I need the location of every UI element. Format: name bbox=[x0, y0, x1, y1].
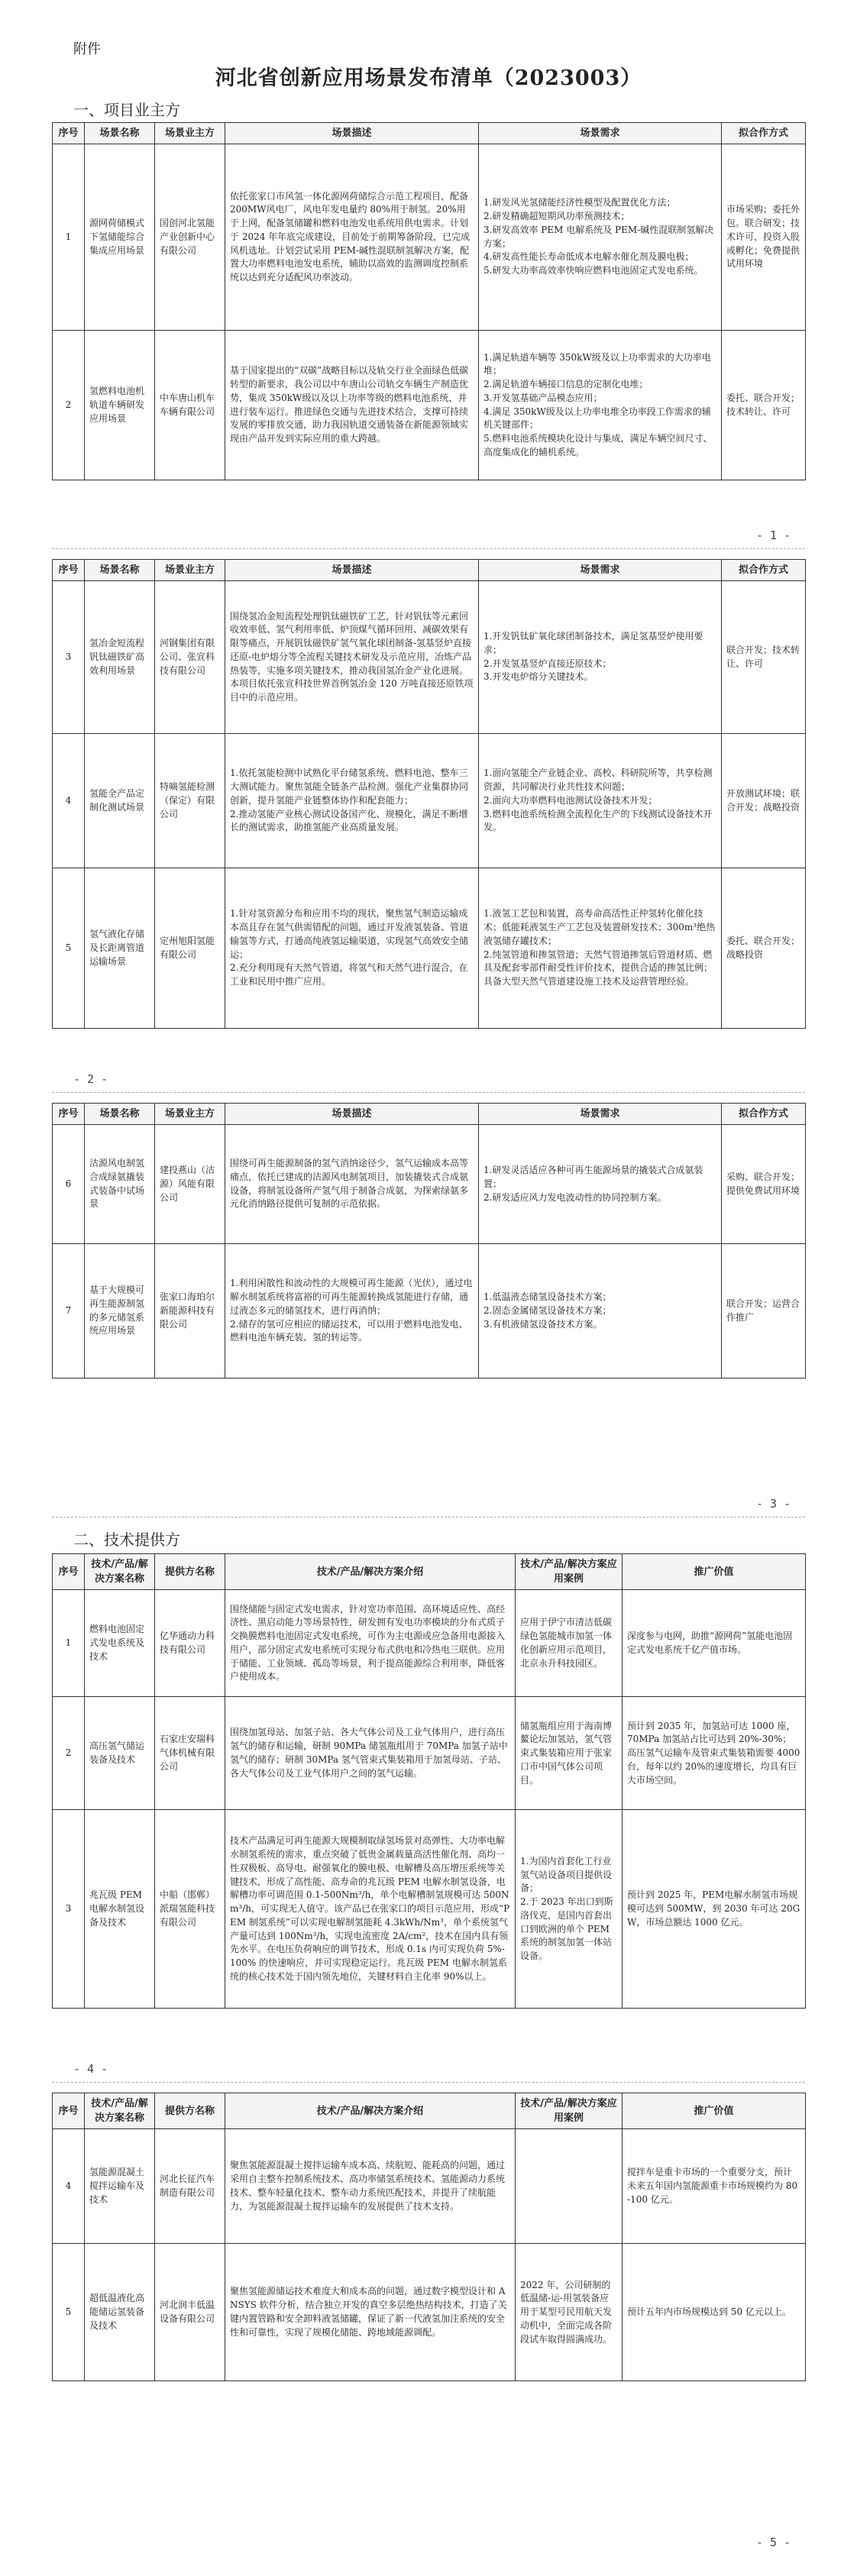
scene-name: 氢能全产品定制化测试场景 bbox=[85, 734, 155, 868]
scene-desc: 围绕氢冶金短流程处理钒钛磁铁矿工艺，针对钒钛等元素回收效率低、氢气利用率低、炉顶煤气循环回用、减碳效果有限等痛点，开展钒钛磁铁矿氢气氧化球团制备-氢基竖炉直接还原-电炉熔分等全流程关键技术研发及示范应用，冶炼产品热装等，实施多项关键技术，推动我国氢冶金产业化进展。本项目依托张宣科技世界首例氢冶金 120 万吨直接还原铁项目中的示范应用。 bbox=[225, 581, 479, 734]
tech-case: 1.为国内首套化工行业氢气站设备项目提供设备； 2.于 2023 年出口到斯洛伐克，是国内首套出口到欧洲的单个 PEM 系统的制氢加氢一体站设备。 bbox=[516, 1810, 623, 2009]
row-no: 1 bbox=[53, 144, 85, 331]
scene-need: 1.满足轨道车辆等 350kW级及以上功率需求的大功率电堆； 2.满足轨道车辆接口信息的定制化电堆； 3.开发氢基础产品模态应用； 4.满足 350kW级及以上功率电堆全功率段工作需求的辅机关键部件； 5.燃料电池系统模块化设计与集成，满足车辆空间尺寸、高度集成化的辅机系统。 bbox=[479, 331, 722, 480]
page-break-rule bbox=[52, 1092, 805, 1093]
owner-table-header bbox=[53, 123, 806, 144]
tech-provider: 河北长征汽车制造有限公司 bbox=[155, 2129, 225, 2244]
promotion-value: 预计到 2035 年，加氢站可达 1000 座，70MPa 加氢站占比可达到 20%-30%；高压氢气运输车及管束式集装箱需要 4000 台，每年以约 20%的速度增长，均具有巨大市场空间。 bbox=[623, 1697, 806, 1810]
table-row bbox=[53, 1697, 806, 1810]
scene-desc: 基于国家提出的“双碳”战略目标以及轨交行业全面绿色低碳转型的新要求，我公司以中车唐山公司轨交车辆生产制造优势，集成 350kW级以及以上功率等级的燃料电池系统，并进行装车运行。推进绿色交通与先进技术结合，支撑可持续发展的零排放交通，助力我国轨道交通装备在新能源领域实现由产品开发到实际应用的重大跨越。 bbox=[225, 331, 479, 480]
row-no: 2 bbox=[53, 1697, 85, 1810]
tech-table-page5 bbox=[52, 2093, 806, 2381]
table-row bbox=[53, 1590, 806, 1697]
tech-intro: 围绕储能与固定式发电需求，针对宽功率范围、高环境适应性、高经济性、黑启动能力等场景特性，研发拥有发电功率模块的分布式质子交换膜燃料电池固定式发电系统，可作为主电源或应急备用电源接入用户，部分固定式发电系统可实现分布式供电和冷热电三联供。应用于储能、工业领域、孤岛等场景，利于提高能源综合利用率，降低客户使用成本。 bbox=[225, 1590, 516, 1697]
owner-table-header bbox=[53, 1104, 806, 1125]
table-row bbox=[53, 2129, 806, 2244]
tech-intro: 聚焦氢能源储运技术难度大和成本高的问题，通过数字模型设计和 ANSYS 软件分析，结合独立开发的真空多层绝热结构技术，打造了关键内置管路和安全卸料液氢储罐，保证了新一代液氢加注系统的安全性和可靠性，实现了规模化储能、跨地域能源调配。 bbox=[225, 2244, 516, 2381]
col-header-promotion-value: 推广价值 bbox=[623, 2093, 806, 2129]
row-no: 7 bbox=[53, 1244, 85, 1378]
col-header-scene-name: 场景名称 bbox=[85, 560, 155, 581]
scene-desc: 1.针对氢资源分布和应用不均的现状，聚焦氢气制造运输成本高且存在氢气供需错配的问题，通过开发液氢装备、管道输氢等方式，打通高纯液氢运输渠道，实现氢气高效安全储运； 2.充分利用现有天然气管道，将氢气和天然气进行混合，在工业和民用中推广应用。 bbox=[225, 868, 479, 1029]
tech-intro: 聚焦氢能源混凝土搅拌运输车成本高、续航短、能耗高的问题，通过采用自主整车控制系统技术、高功率储氢系统技术、氢能源动力系统技术、整车轻量化技术、整车动力系统匹配技术，并提升了续航能力，为氢能源混凝土搅拌运输车的发展提供了技术支持。 bbox=[225, 2129, 516, 2244]
tech-table-header bbox=[53, 2093, 806, 2129]
scene-owner: 河钢集团有限公司、张宣科技有限公司 bbox=[155, 581, 225, 734]
owner-table-page2 bbox=[52, 559, 806, 1029]
col-header-scene-name: 场景名称 bbox=[85, 1104, 155, 1125]
scene-desc: 1.利用闲散性和波动性的大规模可再生能源（光伏），通过电解水制氢系统将富裕的可再生能源转换成氢能进行存储，通过液态多元的储氢技术，进行再消纳； 2.储存的氢可应相应的储运技术，可以用于燃料电池发电、燃料电池车辆充装、氢的转运等。 bbox=[225, 1244, 479, 1378]
tech-table-page4 bbox=[52, 1553, 806, 2009]
table-row bbox=[53, 331, 806, 480]
scene-desc: 1.依托氢能检测中试熟化平台储氢系统、燃料电池、整车三大测试能力。聚焦氢能全链条产品检测。强化产业集群协同创新，提升氢能产业链整体协作和配套能力； 2.推动氢能产业核心测试设备国产化、规模化，满足不断增长的测试需求，助推氢能产业高质量发展。 bbox=[225, 734, 479, 868]
scene-owner: 国创河北氢能产业创新中心有限公司 bbox=[155, 144, 225, 331]
coop-mode: 委托、联合开发；战略投资 bbox=[722, 868, 806, 1029]
table-row bbox=[53, 868, 806, 1029]
row-no: 2 bbox=[53, 331, 85, 480]
scene-name: 氢燃料电池机轨道车辆研发应用场景 bbox=[85, 331, 155, 480]
scene-need: 1.低温液态储氢设备技术方案； 2.固态金属储氢设备技术方案； 3.有机液储氢设备技术方案。 bbox=[479, 1244, 722, 1378]
scene-need: 1.开发钒钛矿氧化球团制备技术，满足氢基竖炉使用要求； 2.开发氢基竖炉直接还原技术； 3.开发电炉熔分关键技术。 bbox=[479, 581, 722, 734]
scene-need: 1.研发灵活适应各种可再生能源场景的撬装式合成氨装置； 2.研发适应风力发电波动性的协同控制方案。 bbox=[479, 1125, 722, 1244]
scene-owner: 中车唐山机车车辆有限公司 bbox=[155, 331, 225, 480]
col-header-scene-owner: 场景业主方 bbox=[155, 1104, 225, 1125]
promotion-value: 预计到 2025 年，PEM电解水制氢市场规模可达到 500MW，到 2030 年可达 20GW，市场总额达 1000 亿元。 bbox=[623, 1810, 806, 2009]
col-header-coop: 拟合作方式 bbox=[722, 1104, 806, 1125]
coop-mode: 委托、联合开发；技术转让、许可 bbox=[722, 331, 806, 480]
owner-table-page1 bbox=[52, 122, 806, 480]
owner-table-page3 bbox=[52, 1103, 806, 1378]
tech-case bbox=[516, 2129, 623, 2244]
table-row bbox=[53, 1244, 806, 1378]
coop-mode: 市场采购；委托外包。联合研发；技术许可，投资入股或孵化；免费提供试用环境 bbox=[722, 144, 806, 331]
section-heading-tech-provider: 二、技术提供方 bbox=[73, 1530, 180, 1549]
col-header-provider: 提供方名称 bbox=[155, 1554, 225, 1590]
col-header-scene-need: 场景需求 bbox=[479, 1104, 722, 1125]
col-header-tech-case: 技术/产品/解决方案应用案例 bbox=[516, 2093, 623, 2129]
scene-name: 沽源风电制氢合成绿氨撬装式装备中试场景 bbox=[85, 1125, 155, 1244]
coop-mode: 联合开发；运营合作推广 bbox=[722, 1244, 806, 1378]
table-row bbox=[53, 1810, 806, 2009]
scene-need: 1.研发风光氢储能经济性模型及配置优化方法； 2.研发精确超短期风功率预测技术； 3.研发高效率 PEM 电解系统及 PEM-碱性混联制氢解决方案； 4.研发高性能长寿命低成本电解水催化剂及膜电极； 5.研发大功率高效率快响应燃料电池固定式发电系统。 bbox=[479, 144, 722, 331]
tech-name: 高压氢气储运装备及技术 bbox=[85, 1697, 155, 1810]
page-number: - 3 - bbox=[756, 1497, 791, 1511]
page-number: - 4 - bbox=[73, 2062, 108, 2076]
scene-owner: 定州旭阳氢能有限公司 bbox=[155, 868, 225, 1029]
col-header-scene-need: 场景需求 bbox=[479, 123, 722, 144]
page-number: - 2 - bbox=[73, 1072, 108, 1086]
tech-provider: 河北润丰低温设备有限公司 bbox=[155, 2244, 225, 2381]
col-header-no: 序号 bbox=[53, 123, 85, 144]
col-header-scene-name: 场景名称 bbox=[85, 123, 155, 144]
row-no: 3 bbox=[53, 581, 85, 734]
tech-case: 储氢瓶组应用于海南博鳌论坛加氢站，氢气管束式集装箱应用于张家口市中国气体公司项目。 bbox=[516, 1697, 623, 1810]
table-row bbox=[53, 144, 806, 331]
tech-table-header bbox=[53, 1554, 806, 1590]
col-header-scene-desc: 场景描述 bbox=[225, 560, 479, 581]
row-no: 5 bbox=[53, 2244, 85, 2381]
col-header-no: 序号 bbox=[53, 1104, 85, 1125]
row-no: 5 bbox=[53, 868, 85, 1029]
col-header-tech-intro: 技术/产品/解决方案介绍 bbox=[225, 2093, 516, 2129]
scene-name: 源网荷储模式下氢储能综合集成应用场景 bbox=[85, 144, 155, 331]
row-no: 4 bbox=[53, 2129, 85, 2244]
col-header-scene-need: 场景需求 bbox=[479, 560, 722, 581]
section-heading-project-owner: 一、项目业主方 bbox=[73, 101, 180, 119]
tech-name: 燃料电池固定式发电系统及技术 bbox=[85, 1590, 155, 1697]
owner-table-header bbox=[53, 560, 806, 581]
tech-case: 应用于伊宁市清洁低碳绿色氢能城市加氢一体化创新应用示范项目，北京永升科技园区。 bbox=[516, 1590, 623, 1697]
scene-need: 1.面向氢能全产业链企业、高校、科研院所等，共享检测资源，共同解决行业共性技术问题； 2.面向大功率燃料电池测试设备技术开发； 3.燃料电池系统检测全流程化生产的下线测试设备技术开发。 bbox=[479, 734, 722, 868]
col-header-no: 序号 bbox=[53, 1554, 85, 1590]
table-row bbox=[53, 1125, 806, 1244]
scene-owner: 张家口海珀尔新能源科技有限公司 bbox=[155, 1244, 225, 1378]
scene-owner: 特嘀氢能检测（保定）有限公司 bbox=[155, 734, 225, 868]
coop-mode: 开放测试环境；联合开发；战略投资 bbox=[722, 734, 806, 868]
tech-provider: 石家庄安瑞科气体机械有限公司 bbox=[155, 1697, 225, 1810]
scene-need: 1.液氢工艺包和装置，高寿命高活性正仲氢转化催化技术；低能耗液氢生产工艺包及装置研发技术；300m³绝热液氢储存罐技术； 2.纯氢管道和掺氢管道；天然气管道掺氢后管道材质、燃具及配套零部件耐受性评价技术，提供合适的掺氢比例；具备大型天然气管道建设施工技术及运营管理经验。 bbox=[479, 868, 722, 1029]
promotion-value: 搅拌车是重卡市场的一个重要分支，预计未来五年国内氢能源重卡市场规模约为 80-100 亿元。 bbox=[623, 2129, 806, 2244]
col-header-coop: 拟合作方式 bbox=[722, 560, 806, 581]
table-row bbox=[53, 2244, 806, 2381]
table-row bbox=[53, 734, 806, 868]
col-header-provider: 提供方名称 bbox=[155, 2093, 225, 2129]
tech-case: 2022 年，公司研制的低温储-运-用氢装备应用于某型号民用航天发动机中，全面完成各阶段试车取得圆满成功。 bbox=[516, 2244, 623, 2381]
row-no: 1 bbox=[53, 1590, 85, 1697]
col-header-tech-case: 技术/产品/解决方案应用案例 bbox=[516, 1554, 623, 1590]
col-header-tech-name: 技术/产品/解决方案名称 bbox=[85, 2093, 155, 2129]
document-title: 河北省创新应用场景发布清单（2023003） bbox=[215, 66, 642, 90]
col-header-scene-desc: 场景描述 bbox=[225, 123, 479, 144]
col-header-scene-owner: 场景业主方 bbox=[155, 560, 225, 581]
scene-owner: 建投燕山（沽源）风能有限公司 bbox=[155, 1125, 225, 1244]
tech-provider: 中船（邯郸）派瑞氢能科技有限公司 bbox=[155, 1810, 225, 2009]
col-header-promotion-value: 推广价值 bbox=[623, 1554, 806, 1590]
col-header-scene-desc: 场景描述 bbox=[225, 1104, 479, 1125]
promotion-value: 深度参与电网，助推“源网荷”氢能电池固定式发电系统千亿产值市场。 bbox=[623, 1590, 806, 1697]
col-header-no: 序号 bbox=[53, 2093, 85, 2129]
tech-name: 氢能源混凝土搅拌运输车及技术 bbox=[85, 2129, 155, 2244]
coop-mode: 联合开发；技术转让、许可 bbox=[722, 581, 806, 734]
tech-intro: 技术产品满足可再生能源大规模制取绿氢场景对高弹性、大功率电解水制氢系统的需求，重点突破了低贵金属载量高活性催化剂、高均一性双极板、高导电、耐强氧化的膜电极、电解槽及高压增压系统等关键技术，形成了高性能、高寿命的兆瓦级 PEM 电解水制氢设备，电解槽功率可调范围 0.1-500Nm³/h，单个电解槽制氢规模可达 500Nm³/h，可实现无人值守。该产品已在张家口的项目示范应用，形成“PEM 制氢系统”可以实现电解制氢能耗 4.3kWh/Nm³，单个系统氢气产量可达到 100Nm³/h，实现电流密度 2A/cm²，技术在国内具有领先水平。在电压负荷响应的调节技术，形成 0.1s 内可实现负荷 5%-100% 的快速响应，并可实现稳定运行。兆瓦级 PEM 电解水制氢系统的核心技术处于国内领先地位，关键材料自主化率 90%以上。 bbox=[225, 1810, 516, 2009]
row-no: 3 bbox=[53, 1810, 85, 2009]
tech-provider: 亿华通动力科技有限公司 bbox=[155, 1590, 225, 1697]
row-no: 6 bbox=[53, 1125, 85, 1244]
scene-name: 基于大规模可再生能源制氢的多元储氢系统应用场景 bbox=[85, 1244, 155, 1378]
attachment-label: 附件 bbox=[73, 41, 101, 57]
col-header-tech-name: 技术/产品/解决方案名称 bbox=[85, 1554, 155, 1590]
coop-mode: 采购、联合开发；提供免费试用环境 bbox=[722, 1125, 806, 1244]
tech-name: 超低温液化高能储运氢装备及技术 bbox=[85, 2244, 155, 2381]
page-number: - 5 - bbox=[756, 2536, 791, 2549]
col-header-no: 序号 bbox=[53, 560, 85, 581]
scene-desc: 围绕可再生能源制备的氢气消纳途径少，氢气运输成本高等痛点，依托已建成的沽源风电制氢项目，加装撬装式合成氨设备，将制氢设备所产氢气用于制备合成氨，为探索绿氨多元化消纳路径提供可复制的示范依据。 bbox=[225, 1125, 479, 1244]
promotion-value: 预计五年内市场规模达到 50 亿元以上。 bbox=[623, 2244, 806, 2381]
page-break-rule bbox=[52, 548, 805, 549]
tech-name: 兆瓦级 PEM 电解水制氢设备及技术 bbox=[85, 1810, 155, 2009]
col-header-coop: 拟合作方式 bbox=[722, 123, 806, 144]
col-header-scene-owner: 场景业主方 bbox=[155, 123, 225, 144]
row-no: 4 bbox=[53, 734, 85, 868]
tech-intro: 围绕加氢母站、加氢子站、各大气体公司及工业气体用户，进行高压氢气的储存和运输，研制 90MPa 储氢瓶组用于 70MPa 加氢子站中氢气的储存；研制 30MPa 氢气管束式集装箱用于加氢母站、子站、各大气体公司及工业气体用户之间的氢气运输。 bbox=[225, 1697, 516, 1810]
page-number: - 1 - bbox=[756, 528, 791, 542]
scene-desc: 依托张家口市风氢一体化源网荷储综合示范工程项目，配备 200MW风电厂，风电年发电量约 80%用于制氢。20%用于上网，配备氢储罐和燃料电池发电系统用供电需求。计划于 2024 年年底完成建设，目前处于前期筹备阶段，已完成风机选址。计划尝试采用 PEM-碱性混联制氢解决方案，配置大功率燃料电池发电系统，辅助以高效的监测调度控制系统以达到充分适配风功率波动。 bbox=[225, 144, 479, 331]
scene-name: 氢冶金短流程钒钛磁铁矿高效利用场景 bbox=[85, 581, 155, 734]
col-header-tech-intro: 技术/产品/解决方案介绍 bbox=[225, 1554, 516, 1590]
scene-name: 氢气液化存储及长距离管道运输场景 bbox=[85, 868, 155, 1029]
table-row bbox=[53, 581, 806, 734]
page-break-rule bbox=[52, 2082, 805, 2083]
